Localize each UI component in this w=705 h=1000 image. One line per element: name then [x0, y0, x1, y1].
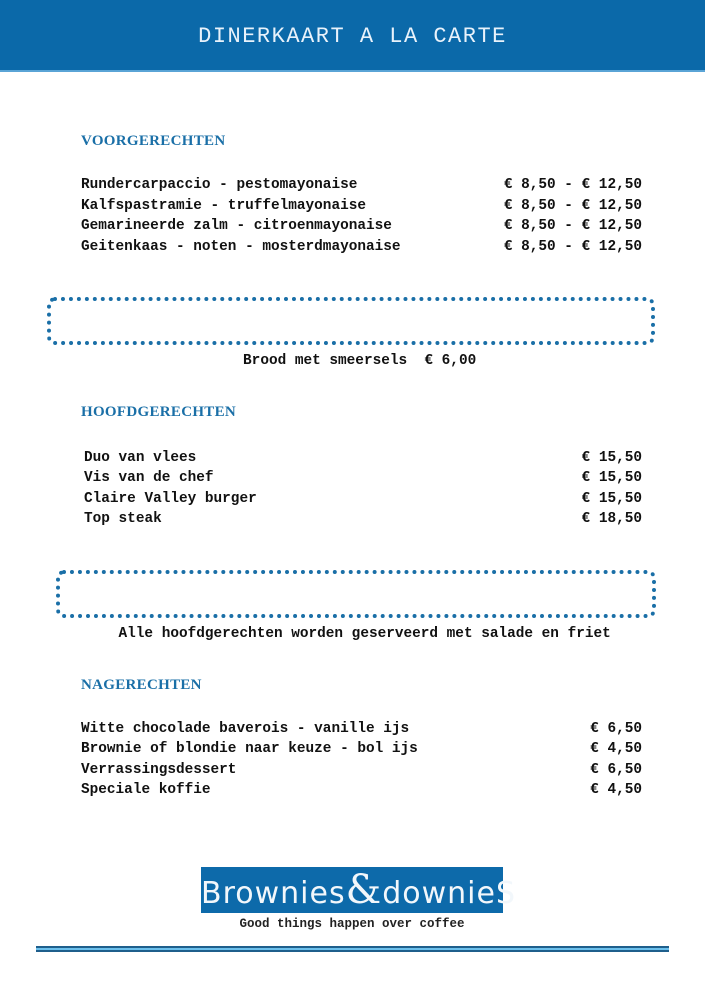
brand-tagline: Good things happen over coffee: [239, 917, 465, 931]
menu-item-price: € 15,50: [581, 491, 642, 507]
menu-item-name: Speciale koffie: [81, 782, 211, 798]
bread-note-text: Brood met smeersels € 6,00: [243, 353, 477, 369]
section-title-nagerechten: NAGERECHTEN: [81, 677, 202, 693]
logo-ampersand: &: [345, 867, 383, 913]
menu-item-name: Top steak: [84, 511, 162, 527]
menu-item-price: € 8,50 - € 12,50: [503, 198, 642, 214]
logo-text-left: Brownies: [201, 876, 346, 911]
menu-item-name: Verrassingsdessert: [81, 762, 237, 778]
menu-item-price: € 15,50: [581, 470, 642, 486]
logo-text-right: downieS: [382, 876, 516, 911]
section-title-voorgerechten: VOORGERECHTEN: [81, 133, 226, 149]
menu-item-name: Geitenkaas - noten - mosterdmayonaise: [81, 239, 401, 255]
menu-item-price: € 15,50: [581, 450, 642, 466]
menu-item-price: € 8,50 - € 12,50: [503, 239, 642, 255]
menu-item-price: € 8,50 - € 12,50: [503, 218, 642, 234]
menu-item-name: Duo van vlees: [84, 450, 197, 466]
menu-item-name: Claire Valley burger: [84, 491, 257, 507]
mains-note-text: Alle hoofdgerechten worden geserveerd met salade en friet: [118, 626, 611, 642]
menu-item-name: Witte chocolade baverois - vanille ijs: [81, 721, 410, 737]
menu-item-name: Brownie of blondie naar keuze - bol ijs: [81, 741, 418, 757]
page-title: DINERKAART A LA CARTE: [198, 24, 507, 49]
footer-divider: [36, 946, 669, 952]
menu-item-price: € 4,50: [590, 741, 642, 757]
section-title-hoofdgerechten: HOOFDGERECHTEN: [81, 404, 237, 420]
menu-item-price: € 6,50: [590, 721, 642, 737]
header-bar: [0, 0, 705, 72]
mains-note-box: [56, 570, 656, 642]
bread-note-box: [47, 297, 655, 369]
menu-item-name: Vis van de chef: [84, 470, 214, 486]
menu-item-price: € 8,50 - € 12,50: [503, 177, 642, 193]
menu-item-name: Rundercarpaccio - pestomayonaise: [81, 177, 358, 193]
menu-item-name: Gemarineerde zalm - citroenmayonaise: [81, 218, 392, 234]
menu-item-price: € 6,50: [590, 762, 642, 778]
menu-item-price: € 18,50: [581, 511, 642, 527]
brand-logo: [201, 867, 516, 913]
menu-item-name: Kalfspastramie - truffelmayonaise: [81, 198, 366, 214]
menu-item-price: € 4,50: [590, 782, 642, 798]
